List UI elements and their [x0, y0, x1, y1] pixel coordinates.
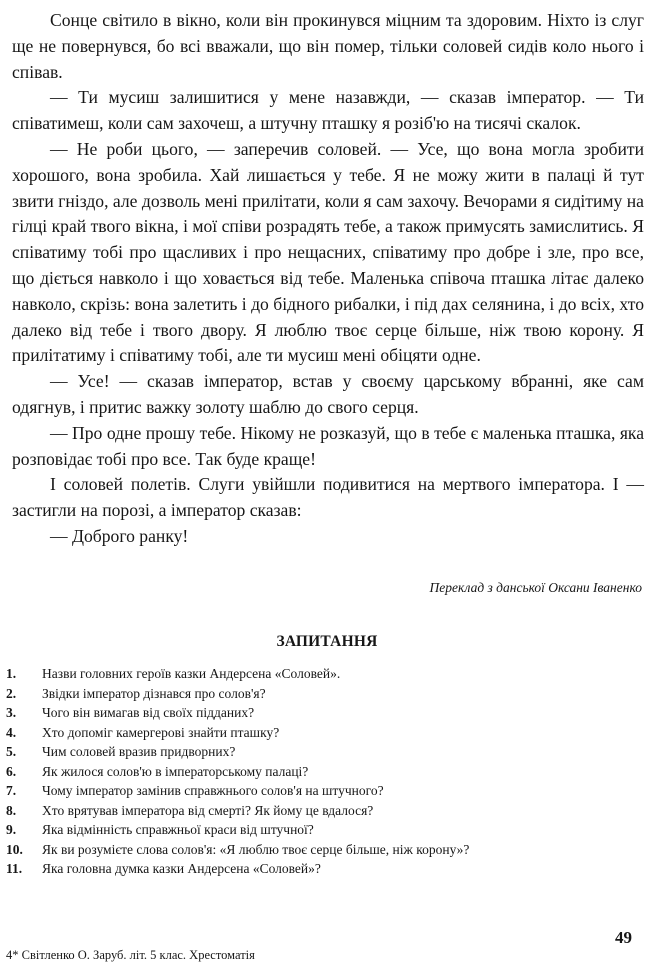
questions-heading: ЗАПИТАННЯ: [276, 633, 378, 650]
question-item: [6, 684, 646, 704]
question-text: Хто допоміг камергерові знайти пташку?: [42, 724, 280, 740]
question-item: [6, 762, 646, 782]
question-text: Чого він вимагав від своїх підданих?: [42, 705, 255, 720]
question-text: Як ви розумієте слова солов'я: «Я люблю твоє серце більше, ніж корону»?: [42, 841, 470, 857]
question-text: Як жилося солов'ю в імператорському палаці?: [42, 763, 309, 779]
translation-credit: Переклад з данської Оксани Іваненко: [429, 580, 642, 595]
story-paragraph: — Доброго ранку!: [50, 525, 189, 546]
question-text: Звідки імператор дізнався про солов'я?: [42, 685, 266, 701]
question-item: [6, 801, 646, 821]
question-item: [6, 742, 646, 762]
question-number: 11.: [6, 861, 23, 876]
question-text: Яка відмінність справжньої краси від штучної?: [42, 822, 314, 837]
story-paragraph: — Усе! — сказав імператор, встав у своєму царському вбранні, яке сам одягнув, і притис важку золоту шаблю до свого серця.: [12, 371, 644, 417]
question-item: [6, 859, 646, 879]
question-number: 7.: [6, 783, 17, 798]
question-item: [6, 664, 646, 684]
question-item: [6, 840, 646, 860]
question-text: Хто врятував імператора від смерті? Як йому це вдалося?: [42, 802, 374, 818]
story-paragraph: — Не роби цього, — заперечив соловей. — Усе, що вона могла зробити хорошого, вона зробила. Хай лишається у тебе. Я не можу жити в палаці й тут звити гніздо, але дозволь мені прилітати, коли я сам захочу. Вечорами я сидітиму на гілці край твого вікна, і мої співи розрадять тебе, а також примусять замислитись. Я співатиму тобі про щасливих і про нещасних, співатиму про добре і зле, про все, що діється навколо і що ховається від тебе. Маленька співоча пташка літає далеко навколо, скрізь: вона залетить і до бідного рибалки, і під дах селянина, і до всіх, хто далеко від тебе і твого двору. Я люблю твоє серце більше, ніж твою корону. Я прилітатиму і співатиму тобі, але ти мусиш мені обіцяти одне.: [12, 138, 644, 366]
question-text: Чому імператор замінив справжнього солов'я на штучного?: [42, 783, 384, 798]
page-number: 49: [615, 928, 632, 947]
question-item: [6, 820, 646, 840]
question-text: Яка головна думка казки Андерсена «Соловей»?: [42, 861, 321, 876]
story-paragraph: Сонце світило в вікно, коли він прокинувся міцним та здоровим. Ніхто із слуг ще не повернувся, бо всі вважали, що він помер, тільки соловей сидів коло нього і співав.: [12, 10, 644, 82]
story-text: [12, 8, 644, 550]
question-number: 2.: [6, 685, 17, 701]
story-paragraph: І соловей полетів. Слуги увійшли подивитися на мертвого імператора. І — застигли на порозі, а імператор сказав:: [12, 474, 644, 521]
question-number: 5.: [6, 744, 17, 759]
footer-signature: 4* Світленко О. Заруб. літ. 5 клас. Хрестоматія: [6, 948, 255, 962]
question-number: 9.: [6, 822, 17, 837]
question-number: 6.: [6, 763, 17, 779]
story-paragraph: — Про одне прошу тебе. Нікому не розказуй, що в тебе є маленька пташка, яка розповідає тобі про все. Так буде краще!: [12, 422, 644, 469]
question-number: 3.: [6, 705, 17, 720]
question-item: [6, 703, 646, 723]
story-paragraph: — Ти мусиш залишитися у мене назавжди, — сказав імператор. — Ти співатимеш, коли сам захочеш, а штучну пташку я розіб'ю на тисячі скалок.: [12, 87, 644, 134]
question-text: Чим соловей вразив придворних?: [42, 744, 236, 759]
question-item: [6, 723, 646, 743]
question-item: [6, 781, 646, 801]
question-number: 8.: [6, 802, 17, 818]
question-number: 10.: [6, 841, 23, 857]
question-number: 1.: [6, 666, 17, 681]
question-number: 4.: [6, 724, 17, 740]
questions-list: [6, 664, 646, 879]
question-text: Назви головних героїв казки Андерсена «Соловей».: [42, 666, 341, 681]
